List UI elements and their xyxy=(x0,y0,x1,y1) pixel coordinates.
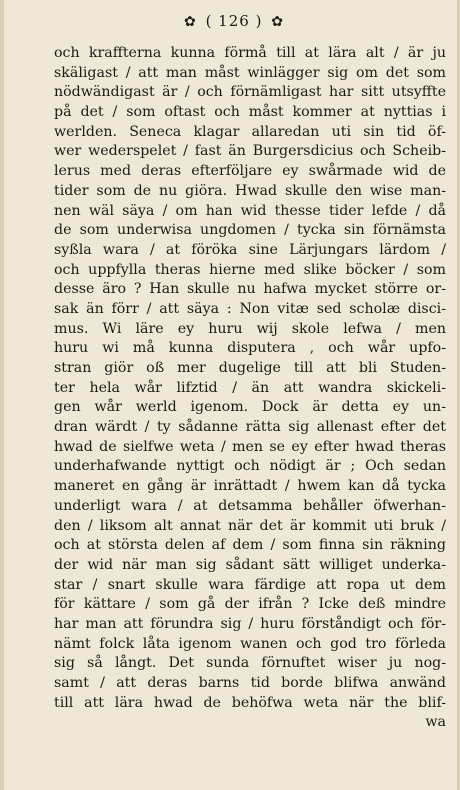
text-line: syßla wara / at föröka sine Lärjungars lärdom / xyxy=(54,241,446,258)
text-line: der wid när man sig sådant sätt williget underka- xyxy=(54,556,446,573)
text-line: de som underwisa ungdomen / tycka sin förnämsta xyxy=(54,222,446,239)
text-line: wer wederspelet / fast än Burgersdicius och Scheib- xyxy=(54,143,446,160)
text-line: och kraffterna kunna förmå till at lära alt / är ju xyxy=(54,45,446,61)
text-line: och uppfylla theras hierne med slike böcker / som xyxy=(54,261,446,278)
right-ornament-icon: ✿ xyxy=(271,14,284,30)
text-line: nämt folck låta igenom wanen och god tro förleda xyxy=(54,635,446,652)
text-line: huru wi må kunna disputera , och wår upfo- xyxy=(54,340,446,357)
text-line: desse äro ? Han skulle nu hafwa mycket större or- xyxy=(54,281,446,298)
page-header xyxy=(4,12,460,30)
left-ornament-icon: ✿ xyxy=(184,14,197,30)
catchword: wa xyxy=(425,714,446,731)
text-line: för kättare / som gå der ifrån ? Icke deß mindre xyxy=(54,596,446,613)
text-line: star / snart skulle wara färdige att ropa ut dem xyxy=(54,576,446,593)
text-line: ter hela wår lifztid / än att wandra skickeli- xyxy=(54,379,446,396)
text-line: och at största delen af dem / som finna sin räkning xyxy=(54,537,446,554)
text-line: mus. Wi läre ey huru wij skole lefwa / men xyxy=(54,320,446,337)
text-line: dran wärdt / ty sådanne rätta sig allenast efter det xyxy=(54,419,446,436)
text-line: werlden. Seneca klagar allaredan uti sin tid öf- xyxy=(54,123,446,140)
text-line: tider som de nu giöra. Hwad skulle den wise man- xyxy=(54,182,446,199)
text-line: gen wår werld igenom. Dock är detta ey un- xyxy=(54,399,446,416)
page-number: ( 126 ) xyxy=(205,12,263,30)
text-line: skäligast / att man måst winlägger sig om det som xyxy=(54,64,446,81)
text-line: nödwändigast är / och förnämligast har sitt utsyffte xyxy=(54,84,446,101)
text-line: den / liksom alt annat när det är kommit uti bruk / xyxy=(54,517,446,534)
text-line: underligt wara / at detsamma behåller öfwerhan- xyxy=(54,497,446,514)
text-line: nen wäl säya / om han wid thesse tider lefde / då xyxy=(54,202,446,219)
text-line: stran giör oß mer dugelige till att bli Studen- xyxy=(54,360,446,376)
text-line: har man att förundra sig / huru förståndigt och för- xyxy=(54,615,446,632)
body-text xyxy=(54,44,446,733)
text-line: maneret en gång är inrättadt / hwem kan då tycka xyxy=(54,478,446,495)
text-line: hwad de sielfwe weta / men se ey efter hwad theras xyxy=(54,438,446,455)
text-line: sig så långt. Det sunda förnuftet wiser ju nog- xyxy=(54,655,446,672)
text-line: på det / som oftast och måst kommer at nyttias i xyxy=(54,104,446,121)
text-line: samt / att deras barns tid borde blifwa anwänd xyxy=(54,675,446,691)
text-line: lerus med deras efterföljare ey swårmade wid de xyxy=(54,163,446,180)
text-line: underhafwande nyttigt och nödigt är ; Och sedan xyxy=(54,458,446,475)
text-line: till att lära hwad de behöfwa weta när the blif- xyxy=(54,694,446,711)
text-line: sak än förr / att säya : Non vitæ sed scholæ disci- xyxy=(54,300,446,317)
